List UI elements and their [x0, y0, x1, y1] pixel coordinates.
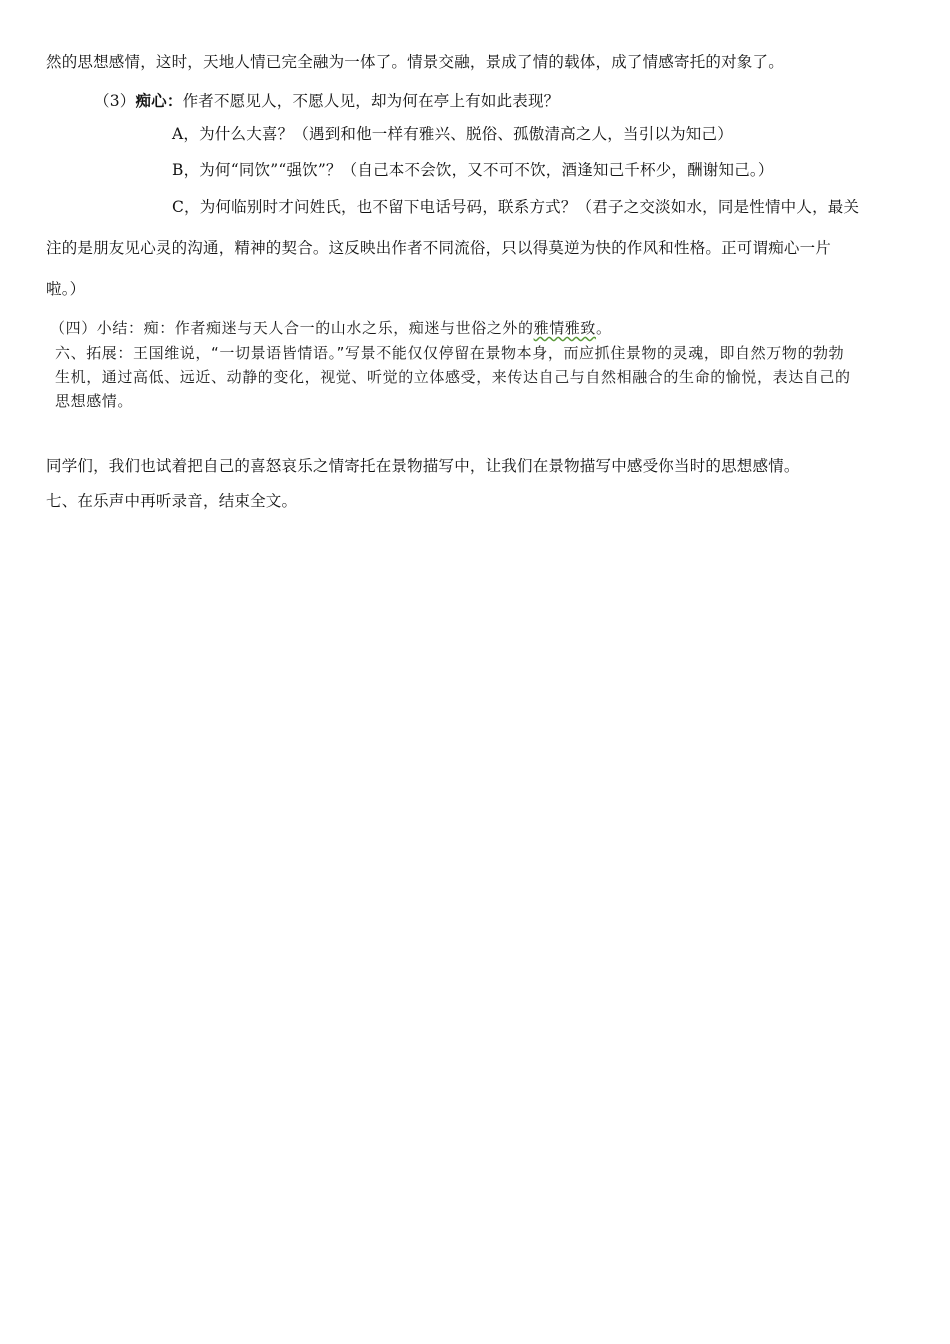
question-a: A，为什么大喜？（遇到和他一样有雅兴、脱俗、孤傲清高之人，当引以为知己） — [172, 125, 733, 143]
section-number: （3） — [94, 92, 136, 110]
extension-line1: 六、拓展：王国维说，“一切景语皆情语。”写景不能仅仅停留在景物本身，而应抓住景物的灵魂，即自然万物的勃勃 — [55, 344, 845, 362]
closing-instruction: 同学们，我们也试着把自己的喜怒哀乐之情寄托在景物描写中，让我们在景物描写中感受你当时的思想感情。 — [46, 457, 800, 475]
section-question: 作者不愿见人，不愿人见，却为何在亭上有如此表现？ — [182, 92, 560, 110]
extension-line2: 生机，通过高低、远近、动静的变化，视觉、听觉的立体感受，来传达自己与自然相融合的生命的愉悦，表达自己的 — [55, 368, 851, 386]
question-c-line3: 啦。） — [46, 280, 86, 298]
extension-line3: 思想感情。 — [55, 392, 134, 410]
summary-end: 。 — [596, 319, 612, 337]
paragraph-continuation: 然的思想感情，这时，天地人情已完全融为一体了。情景交融，景成了情的载体，成了情感寄托的对象了。 — [46, 53, 784, 71]
question-c-line2: 注的是朋友见心灵的沟通，精神的契合。这反映出作者不同流俗，只以得莫逆为快的作风和性格。正可谓痴心一片 — [46, 239, 832, 257]
summary-text: （四）小结：痴：作者痴迷与天人合一的山水之乐，痴迷与世俗之外的 — [50, 319, 534, 337]
question-b: B，为何“同饮”“强饮”？（自己本不会饮，又不可不饮，酒逢知己千杯少，酬谢知己。） — [172, 161, 774, 179]
summary-handwritten — [50, 318, 612, 338]
question-c-line1: C，为何临别时才问姓氏，也不留下电话号码，联系方式？（君子之交淡如水，同是性情中人，最关 — [172, 198, 860, 216]
section-7: 七、在乐声中再听录音，结束全文。 — [46, 492, 298, 510]
keyword-chixin: 痴心： — [135, 91, 183, 110]
summary-wavy-phrase: 雅情雅致 — [533, 319, 597, 337]
section-3-heading — [94, 91, 559, 111]
